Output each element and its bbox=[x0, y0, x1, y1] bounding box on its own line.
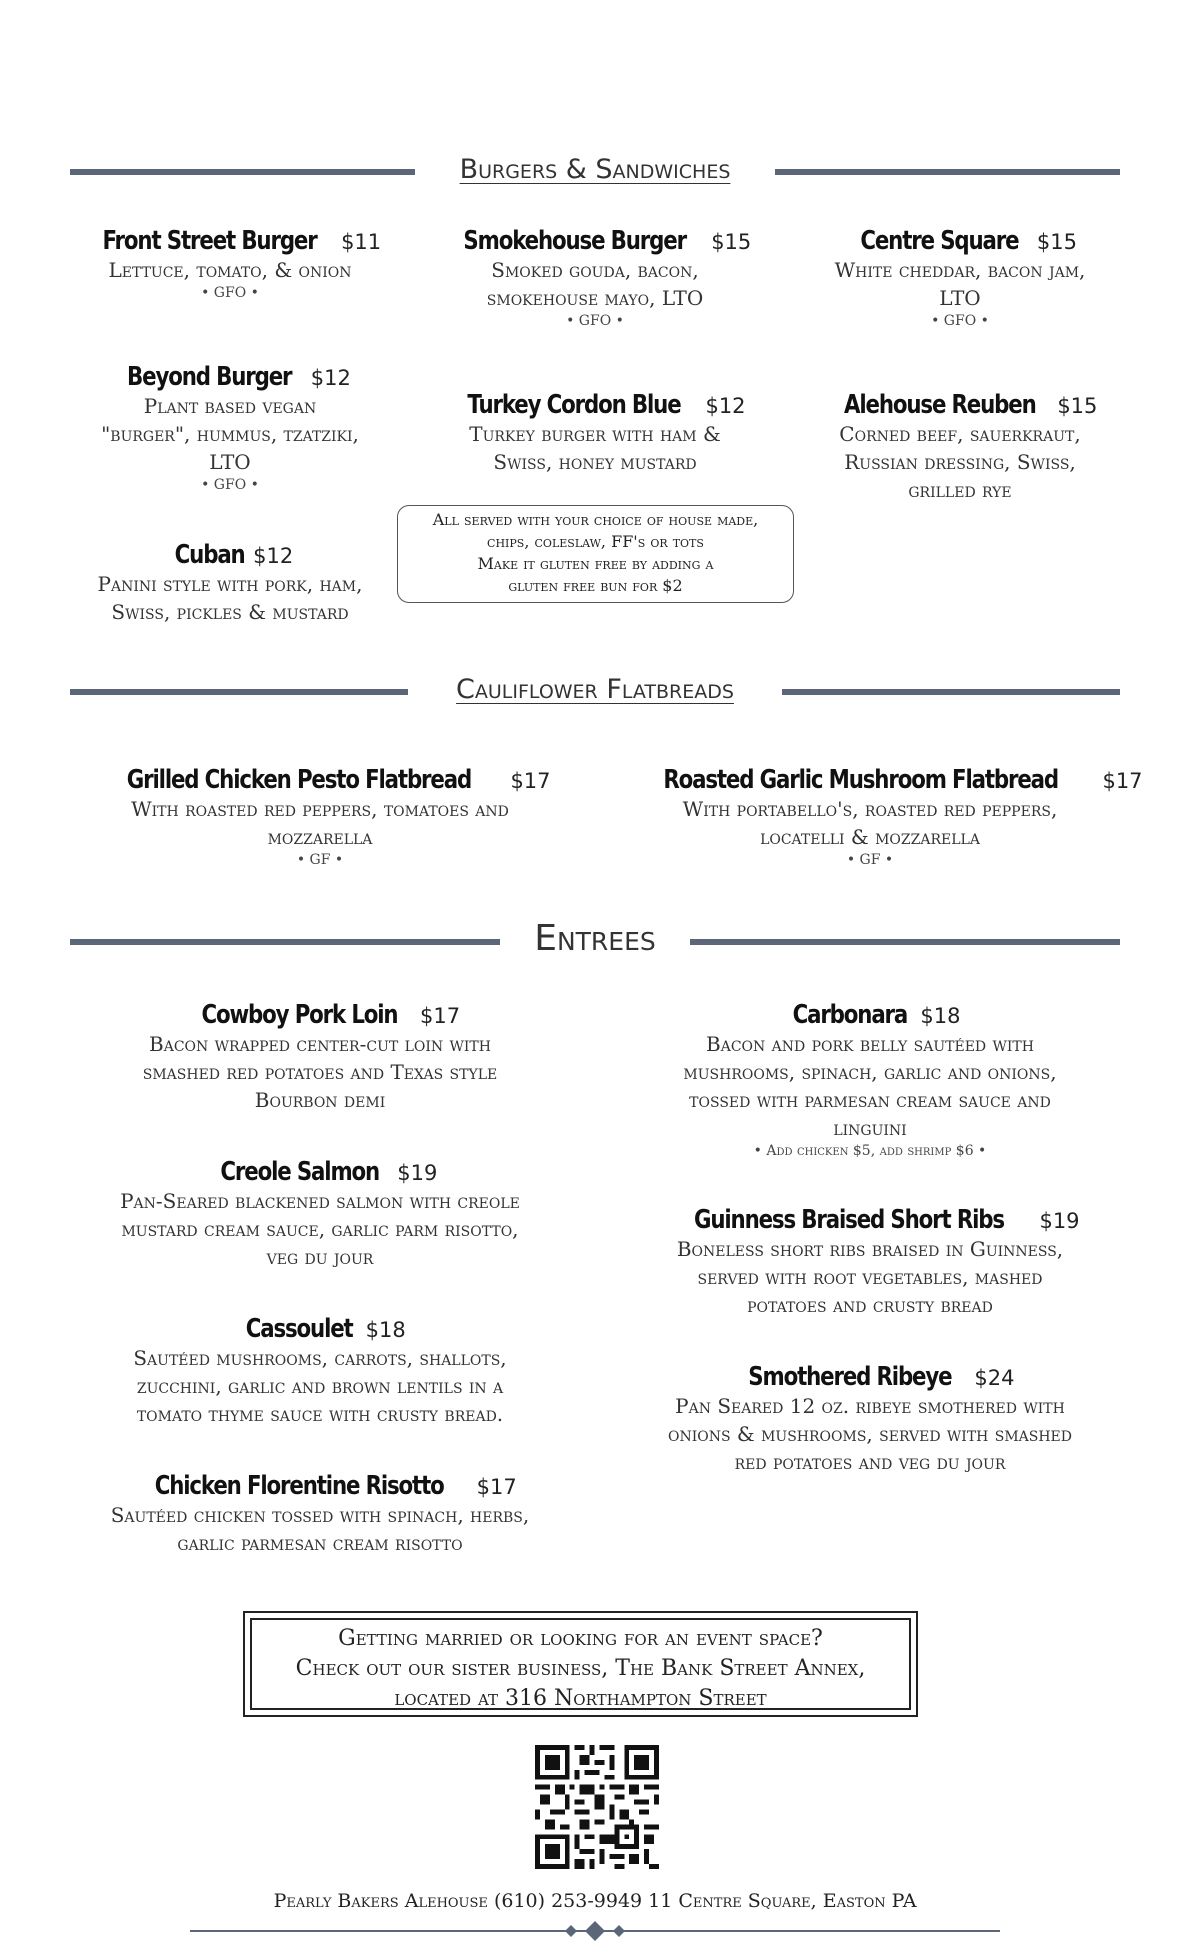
item-description: locatelli & mozzarella bbox=[760, 825, 980, 849]
sides-note-box bbox=[397, 505, 794, 603]
item-description: garlic parmesan cream risotto bbox=[177, 1531, 463, 1555]
item-description: mushrooms, spinach, garlic and onions, bbox=[683, 1060, 1057, 1084]
item-name: Cowboy Pork Loin bbox=[201, 1000, 398, 1030]
item-description: smashed red potatoes and Texas style bbox=[142, 1060, 498, 1084]
dietary-tag: • GFO • bbox=[201, 285, 259, 301]
note-line: chips, coleslaw, FF's or tots bbox=[487, 532, 704, 551]
item-name: Cassoulet bbox=[245, 1314, 353, 1344]
item-description: tomato thyme sauce with crusty bread. bbox=[136, 1402, 504, 1426]
diamond-ornament bbox=[585, 1921, 605, 1941]
menu-item bbox=[70, 1314, 570, 1428]
item-description: Corned beef, sauerkraut, bbox=[839, 422, 1081, 446]
item-price: $24 bbox=[974, 1366, 1015, 1390]
divider-right bbox=[782, 689, 1120, 695]
promo-line: Getting married or looking for an event space? bbox=[338, 1626, 823, 1651]
section-title: Entrees bbox=[534, 918, 656, 959]
item-name: Carbonara bbox=[792, 1000, 907, 1030]
item-description: red potatoes and veg du jour bbox=[734, 1450, 1006, 1474]
menu-item bbox=[70, 765, 570, 869]
menu-item bbox=[70, 1000, 570, 1114]
dietary-tag: • GF • bbox=[296, 852, 344, 868]
dietary-tag: • GF • bbox=[846, 852, 894, 868]
item-description: potatoes and crusty bread bbox=[747, 1293, 993, 1317]
item-description: Panini style with pork, ham, bbox=[97, 572, 363, 596]
item-description: White cheddar, bacon jam, bbox=[834, 258, 1086, 282]
item-description: Boneless short ribs braised in Guinness, bbox=[676, 1237, 1064, 1261]
add-on-note: • Add chicken $5, add shrimp $6 • bbox=[753, 1143, 987, 1159]
item-name: Beyond Burger bbox=[127, 362, 292, 392]
item-name: Smothered Ribeye bbox=[747, 1362, 951, 1392]
item-price: $18 bbox=[365, 1318, 406, 1342]
item-description: Turkey burger with ham & bbox=[469, 422, 721, 446]
dietary-tag: • GFO • bbox=[931, 313, 989, 329]
item-price: $15 bbox=[711, 230, 752, 254]
item-description: grilled rye bbox=[908, 478, 1012, 502]
item-description: Bacon wrapped center-cut loin with bbox=[149, 1032, 491, 1056]
item-price: $19 bbox=[397, 1161, 438, 1185]
item-description: mozzarella bbox=[267, 825, 373, 849]
item-name: Chicken Florentine Risotto bbox=[154, 1471, 444, 1501]
item-price: $15 bbox=[1057, 394, 1098, 418]
item-price: $12 bbox=[310, 366, 351, 390]
item-name: Cuban bbox=[174, 540, 245, 570]
menu-item bbox=[70, 362, 390, 494]
menu-item bbox=[420, 226, 770, 330]
item-description: Lettuce, tomato, & onion bbox=[108, 258, 352, 282]
item-description: Bourbon demi bbox=[254, 1088, 386, 1112]
item-price: $17 bbox=[510, 769, 551, 793]
promo-line: located at 316 Northampton Street bbox=[394, 1686, 767, 1711]
menu-item bbox=[620, 1000, 1120, 1160]
item-price: $11 bbox=[341, 230, 382, 254]
item-name: Smokehouse Burger bbox=[463, 226, 686, 256]
item-description: mustard cream sauce, garlic parm risotto, bbox=[121, 1217, 519, 1241]
footer-contact: Pearly Bakers Alehouse (610) 253-9949 11 Centre Square, Easton PA bbox=[273, 1890, 917, 1912]
menu-item bbox=[800, 390, 1120, 504]
item-price: $17 bbox=[419, 1004, 461, 1028]
promo-line: Check out our sister business, The Bank Street Annex, bbox=[295, 1656, 866, 1681]
item-price: $12 bbox=[253, 544, 294, 568]
menu-item bbox=[620, 765, 1143, 869]
item-description: onions & mushrooms, served with smashed bbox=[667, 1422, 1073, 1446]
item-description: Pan-Seared blackened salmon with creole bbox=[120, 1189, 520, 1213]
section-header-burgers bbox=[70, 152, 1120, 192]
menu-item bbox=[420, 390, 770, 476]
event-space-promo-inner bbox=[250, 1618, 911, 1710]
section-header-entrees bbox=[70, 918, 1120, 962]
item-price: $12 bbox=[705, 394, 746, 418]
item-description: Swiss, pickles & mustard bbox=[111, 600, 349, 624]
item-description: Swiss, honey mustard bbox=[493, 450, 697, 474]
item-description: LTO bbox=[939, 286, 981, 310]
item-description: Bacon and pork belly sautéed with bbox=[706, 1032, 1034, 1056]
item-description: Russian dressing, Swiss, bbox=[844, 450, 1076, 474]
item-description: LTO bbox=[209, 450, 251, 474]
footer-divider bbox=[190, 1919, 1000, 1943]
item-description: Plant based vegan bbox=[143, 394, 317, 418]
item-description: "burger", hummus, tzatziki, bbox=[101, 422, 359, 446]
item-description: veg du jour bbox=[266, 1245, 374, 1269]
menu-item bbox=[70, 1471, 570, 1557]
item-name: Front Street Burger bbox=[102, 226, 317, 256]
menu-item bbox=[620, 1205, 1120, 1319]
item-description: Sautéed mushrooms, carrots, shallots, bbox=[133, 1346, 507, 1370]
event-space-promo bbox=[243, 1611, 918, 1717]
menu-item bbox=[70, 226, 390, 302]
item-description: served with root vegetables, mashed bbox=[697, 1265, 1043, 1289]
item-name: Creole Salmon bbox=[220, 1157, 379, 1187]
item-description: Smoked gouda, bacon, bbox=[491, 258, 699, 282]
dietary-tag: • GFO • bbox=[566, 313, 624, 329]
divider-left bbox=[70, 939, 500, 945]
item-price: $17 bbox=[476, 1475, 517, 1499]
item-name: Guinness Braised Short Ribs bbox=[694, 1205, 1005, 1235]
item-price: $19 bbox=[1039, 1209, 1080, 1233]
qr-finder-top-left bbox=[535, 1745, 570, 1780]
item-description: zucchini, garlic and brown lentils in a bbox=[136, 1374, 504, 1398]
item-name: Centre Square bbox=[860, 226, 1019, 256]
note-line: Make it gluten free by adding a bbox=[477, 554, 714, 573]
item-price: $17 bbox=[1102, 769, 1143, 793]
divider-left bbox=[70, 169, 415, 175]
item-name: Turkey Cordon Blue bbox=[467, 390, 681, 420]
dietary-tag: • GFO • bbox=[201, 477, 259, 493]
note-line: gluten free bun for $2 bbox=[508, 576, 683, 595]
section-header-flatbreads bbox=[70, 672, 1120, 712]
diamond-ornament bbox=[565, 1925, 577, 1937]
menu-item bbox=[70, 1157, 570, 1271]
item-price: $18 bbox=[920, 1004, 961, 1028]
qr-code[interactable] bbox=[535, 1745, 659, 1869]
divider-right bbox=[775, 169, 1120, 175]
qr-finder-bottom-left bbox=[535, 1834, 570, 1869]
item-description: linguini bbox=[833, 1116, 907, 1140]
item-description: tossed with parmesan cream sauce and bbox=[689, 1088, 1051, 1112]
item-description: With roasted red peppers, tomatoes and bbox=[131, 797, 509, 821]
diamond-ornament bbox=[613, 1925, 625, 1937]
item-description: smokehouse mayo, LTO bbox=[486, 286, 704, 310]
section-title: Cauliflower Flatbreads bbox=[456, 674, 734, 705]
menu-item bbox=[620, 1362, 1120, 1476]
note-line: All served with your choice of house made, bbox=[432, 510, 759, 529]
menu-item bbox=[70, 540, 390, 626]
divider-right bbox=[690, 939, 1120, 945]
divider-left bbox=[70, 689, 408, 695]
section-title: Burgers & Sandwiches bbox=[459, 154, 731, 185]
item-price: $15 bbox=[1036, 230, 1077, 254]
item-name: Grilled Chicken Pesto Flatbread bbox=[127, 765, 472, 795]
qr-finder-top-right bbox=[624, 1745, 659, 1780]
item-name: Alehouse Reuben bbox=[843, 390, 1036, 420]
menu-item bbox=[800, 226, 1120, 330]
item-description: Sautéed chicken tossed with spinach, herbs, bbox=[110, 1503, 530, 1527]
item-description: Pan Seared 12 oz. ribeye smothered with bbox=[675, 1394, 1065, 1418]
item-name: Roasted Garlic Mushroom Flatbread bbox=[663, 765, 1059, 795]
item-description: With portabello's, roasted red peppers, bbox=[682, 797, 1058, 821]
